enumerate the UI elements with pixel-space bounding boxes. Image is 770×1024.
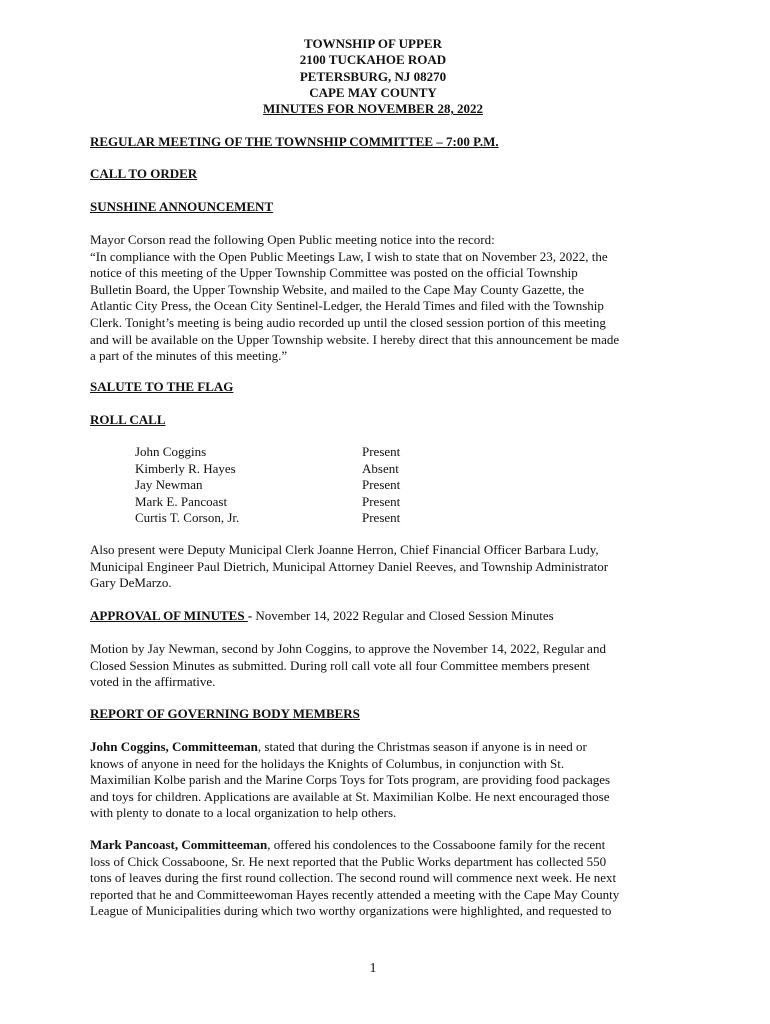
header-minutes-title: MINUTES FOR NOVEMBER 28, 2022 <box>263 101 483 117</box>
also-present-line: Gary DeMarzo. <box>90 575 172 591</box>
heading-roll-call: ROLL CALL <box>90 412 166 427</box>
roll-row <box>135 461 400 478</box>
member-status: Present <box>362 493 401 509</box>
sunshine-line: a part of the minutes of this meeting.” <box>90 348 288 364</box>
document-header <box>90 36 656 117</box>
motion-line: voted in the affirmative. <box>90 674 216 690</box>
heading-sunshine: SUNSHINE ANNOUNCEMENT <box>90 199 274 214</box>
approval-dash: - <box>247 608 256 623</box>
heading-call-to-order: CALL TO ORDER <box>90 166 198 181</box>
sunshine-line: Mayor Corson read the following Open Public meeting notice into the record: <box>90 232 495 247</box>
member-status: Absent <box>362 460 399 476</box>
roll-row <box>135 510 400 527</box>
motion-line: Closed Session Minutes as submitted. During roll call vote all four Committee members present <box>90 657 590 673</box>
pancoast-first-line: , offered his condolences to the Cossaboone family for the recent <box>267 837 606 852</box>
header-county: CAPE MAY COUNTY <box>309 84 437 100</box>
also-present-line: Municipal Engineer Paul Dietrich, Municipal Attorney Daniel Reeves, and Township Administrator <box>90 558 609 574</box>
roll-row <box>135 494 400 511</box>
member-status: Present <box>362 444 401 459</box>
sunshine-line: Bulletin Board, the Upper Township Website, and mailed to the Cape May County Gazette, the <box>90 281 584 297</box>
roll-row <box>135 444 400 461</box>
coggins-name: John Coggins, Committeeman <box>90 739 258 754</box>
also-present-line: Also present were Deputy Municipal Clerk Joanne Herron, Chief Financial Officer Barbara Ludy, <box>90 542 599 557</box>
pancoast-line: loss of Chick Cossaboone, Sr. He next reported that the Public Works department has collected 550 <box>90 853 607 869</box>
pancoast-name: Mark Pancoast, Committeeman <box>90 837 268 852</box>
pancoast-paragraph <box>90 837 660 920</box>
header-township: TOWNSHIP OF UPPER <box>304 36 442 51</box>
pancoast-line: League of Municipalities during which two worthy organizations were highlighted, and requested to <box>90 903 612 919</box>
member-name: John Coggins <box>135 444 207 459</box>
member-status: Present <box>362 477 401 493</box>
sunshine-line: Atlantic City Press, the Ocean City Sentinel-Ledger, the Herald Times and filed with the Township <box>90 298 604 314</box>
page-number: 1 <box>369 961 377 976</box>
roll-call-list <box>135 444 400 527</box>
pancoast-line: tons of leaves during the first round collection. The second round will commence next week. He next <box>90 870 617 886</box>
member-name: Kimberly R. Hayes <box>135 460 236 476</box>
motion-line: Motion by Jay Newman, second by John Coggins, to approve the November 14, 2022, Regular and <box>90 641 606 656</box>
coggins-line: with plenty to donate to a local organization to help others. <box>90 805 397 821</box>
also-present-paragraph <box>90 542 660 592</box>
sunshine-line: “In compliance with the Open Public Meetings Law, I wish to state that on November 23, 2022, the <box>90 248 608 264</box>
coggins-line: Maximilian Kolbe parish and the Marine Corps Toys for Tots program, are providing food packages <box>90 772 611 788</box>
coggins-paragraph <box>90 739 660 822</box>
heading-report: REPORT OF GOVERNING BODY MEMBERS <box>90 706 360 721</box>
header-address: 2100 TUCKAHOE ROAD <box>299 52 447 68</box>
approval-heading-line <box>90 608 660 625</box>
heading-salute: SALUTE TO THE FLAG <box>90 379 234 394</box>
sunshine-line: and will be available on the Upper Township website. I hereby direct that this announcement be made <box>90 331 620 347</box>
member-name: Curtis T. Corson, Jr. <box>135 510 240 526</box>
coggins-first-line: , stated that during the Christmas season if anyone is in need or <box>257 739 587 754</box>
sunshine-paragraph <box>90 232 660 365</box>
member-status: Present <box>362 510 401 526</box>
header-city: PETERSBURG, NJ 08270 <box>299 68 447 84</box>
coggins-line: and toys for children. Applications are available at St. Maximilian Kolbe. He next encouraged those <box>90 788 610 804</box>
motion-paragraph <box>90 641 660 691</box>
approval-subject: November 14, 2022 Regular and Closed Session Minutes <box>255 608 554 623</box>
heading-approval: APPROVAL OF MINUTES <box>90 608 248 623</box>
member-name: Jay Newman <box>135 477 203 493</box>
pancoast-line: reported that he and Committeewoman Hayes recently attended a meeting with the Cape May County <box>90 886 620 902</box>
sunshine-line: Clerk. Tonight’s meeting is being audio recorded up until the closed session portion of this meeting <box>90 314 606 330</box>
roll-row <box>135 477 400 494</box>
sunshine-line: notice of this meeting of the Upper Township Committee was posted on the official Township <box>90 265 578 281</box>
coggins-line: knows of anyone in need for the holidays the Knights of Columbus, in conjunction with St. <box>90 755 565 771</box>
heading-regular-meeting: REGULAR MEETING OF THE TOWNSHIP COMMITTEE – 7:00 P.M. <box>90 134 499 149</box>
member-name: Mark E. Pancoast <box>135 493 228 509</box>
